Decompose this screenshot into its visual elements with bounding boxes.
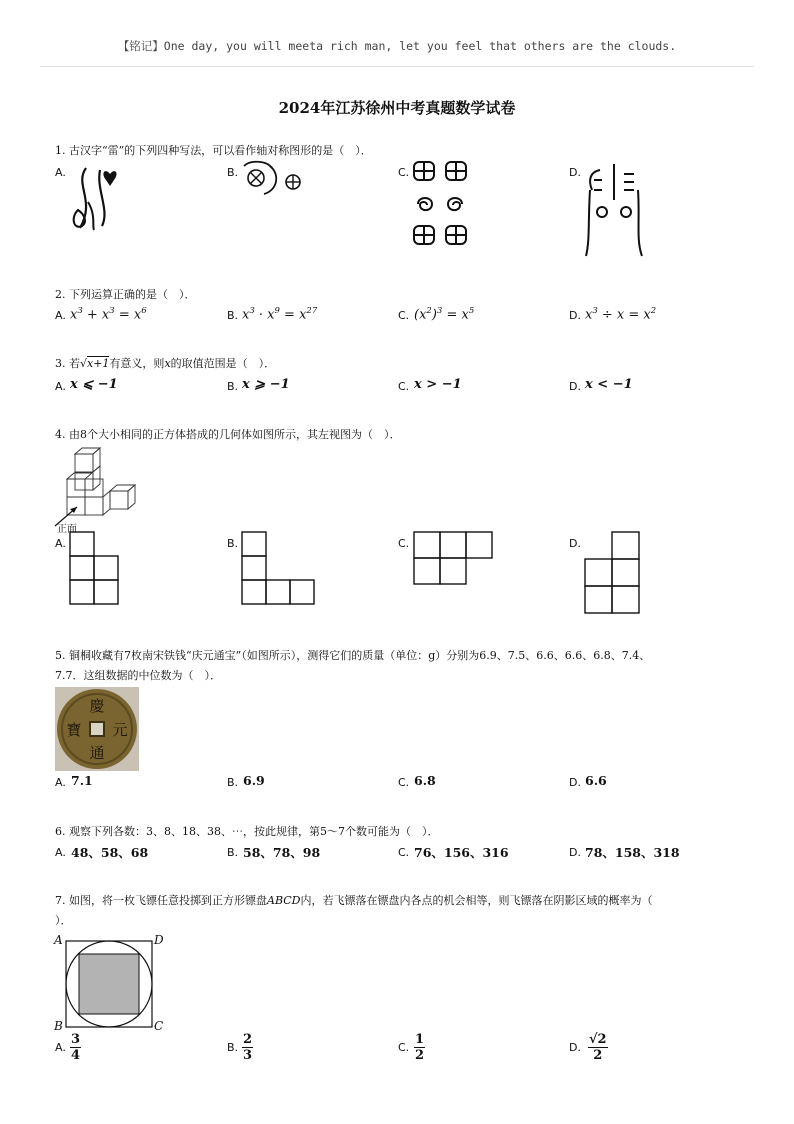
q3-var: x [164,357,171,370]
q7-option-b [242,1032,253,1063]
q2-label-b: B. [227,309,239,322]
page-header-motto: 【铭记】One day, you will meeta rich man, let you feel that others are the clouds. [117,39,677,53]
exam-title: 2024年江苏徐州中考真题数学试卷 [278,99,516,117]
q5-label-a: A. [55,776,66,789]
q3-label-a: A. [55,380,66,393]
q7-stem-line2: ）． [55,914,72,927]
q7-option-a-fraction [70,1032,81,1063]
q3-option-d: x < −1 [585,377,633,392]
q1-label-b: B. [227,166,239,179]
q6-option-a: 48、58、68 [71,845,149,860]
q6-label-c: C. [398,846,410,859]
q7-option-d-den: 2 [593,1048,603,1063]
q7-option-a [70,1032,81,1063]
q2-option-d: $x^3 \div x = x^2$ [585,306,657,323]
vertex-c: C [154,1019,164,1033]
q1-glyph-d [580,160,650,260]
coin-char-bottom: 通 [89,744,105,762]
coin-photo [55,687,139,771]
q5-stem-line1: 5. 铜桐收藏有7枚南宋铁钱“庆元通宝”（如图所示），测得它们的质量（单位：g）分别为6.9、7.5、6.6、6.6、6.8、7.4、 [55,649,651,662]
q5-stem-line2: 7.7．这组数据的中位数为（ ）． [55,669,221,682]
vertex-b: B [54,1019,63,1033]
q7-dartboard-figure [52,932,167,1034]
q4-label-a: A. [55,537,66,550]
q7-label-a: A. [55,1041,66,1054]
q7-option-c-den: 2 [415,1048,425,1063]
q3-stem-post: 的取值范围是（ ）． [170,357,276,370]
q3-label-d: D. [569,380,581,393]
q7-label-d: D. [569,1041,581,1054]
header-divider [40,66,754,67]
q7-option-c-num: 1 [415,1032,425,1047]
q3-radical: √x+1 [80,357,110,370]
q7-option-c-fraction [414,1032,425,1063]
q7-square-name: ABCD [267,894,301,907]
q7-option-d-num: √2 [589,1032,607,1047]
q5-label-c: C. [398,776,410,789]
q3-option-a: x ⩽ −1 [70,377,118,392]
q1-stem: 1. 古汉字“雷”的下列四种写法，可以看作轴对称图形的是（ ）． [55,144,372,157]
q7-option-b-fraction [242,1032,253,1063]
q1-label-c: C. [398,166,410,179]
q4-option-d-view [584,531,642,617]
q6-label-d: D. [569,846,581,859]
q2-label-c: C. [398,309,410,322]
q1-glyph-a [66,160,136,235]
q3-stem-mid: 有意义，则 [109,357,165,370]
q7-label-b: B. [227,1041,239,1054]
q5-label-b: B. [227,776,239,789]
q4-option-c-view [413,531,497,587]
coin-char-right: 元 [112,721,128,739]
q2-option-c: $(x^2)^3 = x^5$ [414,306,475,323]
q3-radicand: x+1 [87,357,110,370]
q3-stem-pre: 3. 若 [55,357,80,370]
q7-option-b-den: 3 [243,1048,253,1063]
q3-label-b: B. [227,380,239,393]
q5-label-d: D. [569,776,581,789]
q5-option-b: 6.9 [243,773,265,788]
vertex-d: D [154,933,164,947]
q5-option-a: 7.1 [71,773,93,788]
q7-stem-pre: 7. 如图，将一枚飞镖任意投掷到正方形镖盘 [55,894,267,907]
q5-option-c: 6.8 [414,773,436,788]
q3-stem [55,356,275,371]
coin-char-top: 慶 [89,697,105,715]
q6-label-a: A. [55,846,66,859]
q6-stem: 6. 观察下列各数：3、8、18、38、⋯，按此规律，第5～7个数可能为（ ）． [55,825,439,838]
q4-label-b: B. [227,537,239,550]
q6-option-c: 76、156、316 [414,845,509,860]
q7-label-c: C. [398,1041,410,1054]
q7-stem-post: 内，若飞镖落在镖盘内各点的机会相等，则飞镖落在阴影区域的概率为（ [300,894,653,907]
coin-char-left: 寶 [66,721,82,739]
q7-option-b-num: 2 [243,1032,253,1047]
q1-label-d: D. [569,166,581,179]
q2-stem: 2. 下列运算正确的是（ ）． [55,288,196,301]
q5-option-d: 6.6 [585,773,607,788]
q1-glyph-b [240,160,310,200]
vertex-a: A [54,933,63,947]
q4-stem: 4. 由8个大小相同的正方体搭成的几何体如图所示，其左视图为（ ）． [55,428,401,441]
q7-option-d [588,1032,608,1063]
q4-option-b-view [241,531,319,607]
q2-label-a: A. [55,309,66,322]
q7-stem [55,893,652,908]
q7-option-a-num: 3 [71,1032,81,1047]
q2-label-d: D. [569,309,581,322]
q6-label-b: B. [227,846,239,859]
q2-option-b: $x^3 \cdot x^9 = x^{27}$ [242,306,318,323]
q1-label-a: A. [55,166,66,179]
q4-label-c: C. [398,537,410,550]
q7-option-d-fraction [588,1032,608,1063]
q7-option-c [414,1032,425,1063]
q7-option-a-den: 4 [71,1048,81,1063]
q4-option-a-view [69,531,121,607]
q6-option-b: 58、78、98 [243,845,321,860]
q3-label-c: C. [398,380,410,393]
q3-option-b: x ⩾ −1 [242,377,290,392]
q4-label-d: D. [569,537,581,550]
q3-option-c: x > −1 [414,377,462,392]
q4-front-label: 正面 [57,524,77,535]
q1-glyph-c [412,160,472,250]
q6-option-d: 78、158、318 [585,845,680,860]
q2-option-a: $x^3 + x^3 = x^6$ [70,306,147,323]
